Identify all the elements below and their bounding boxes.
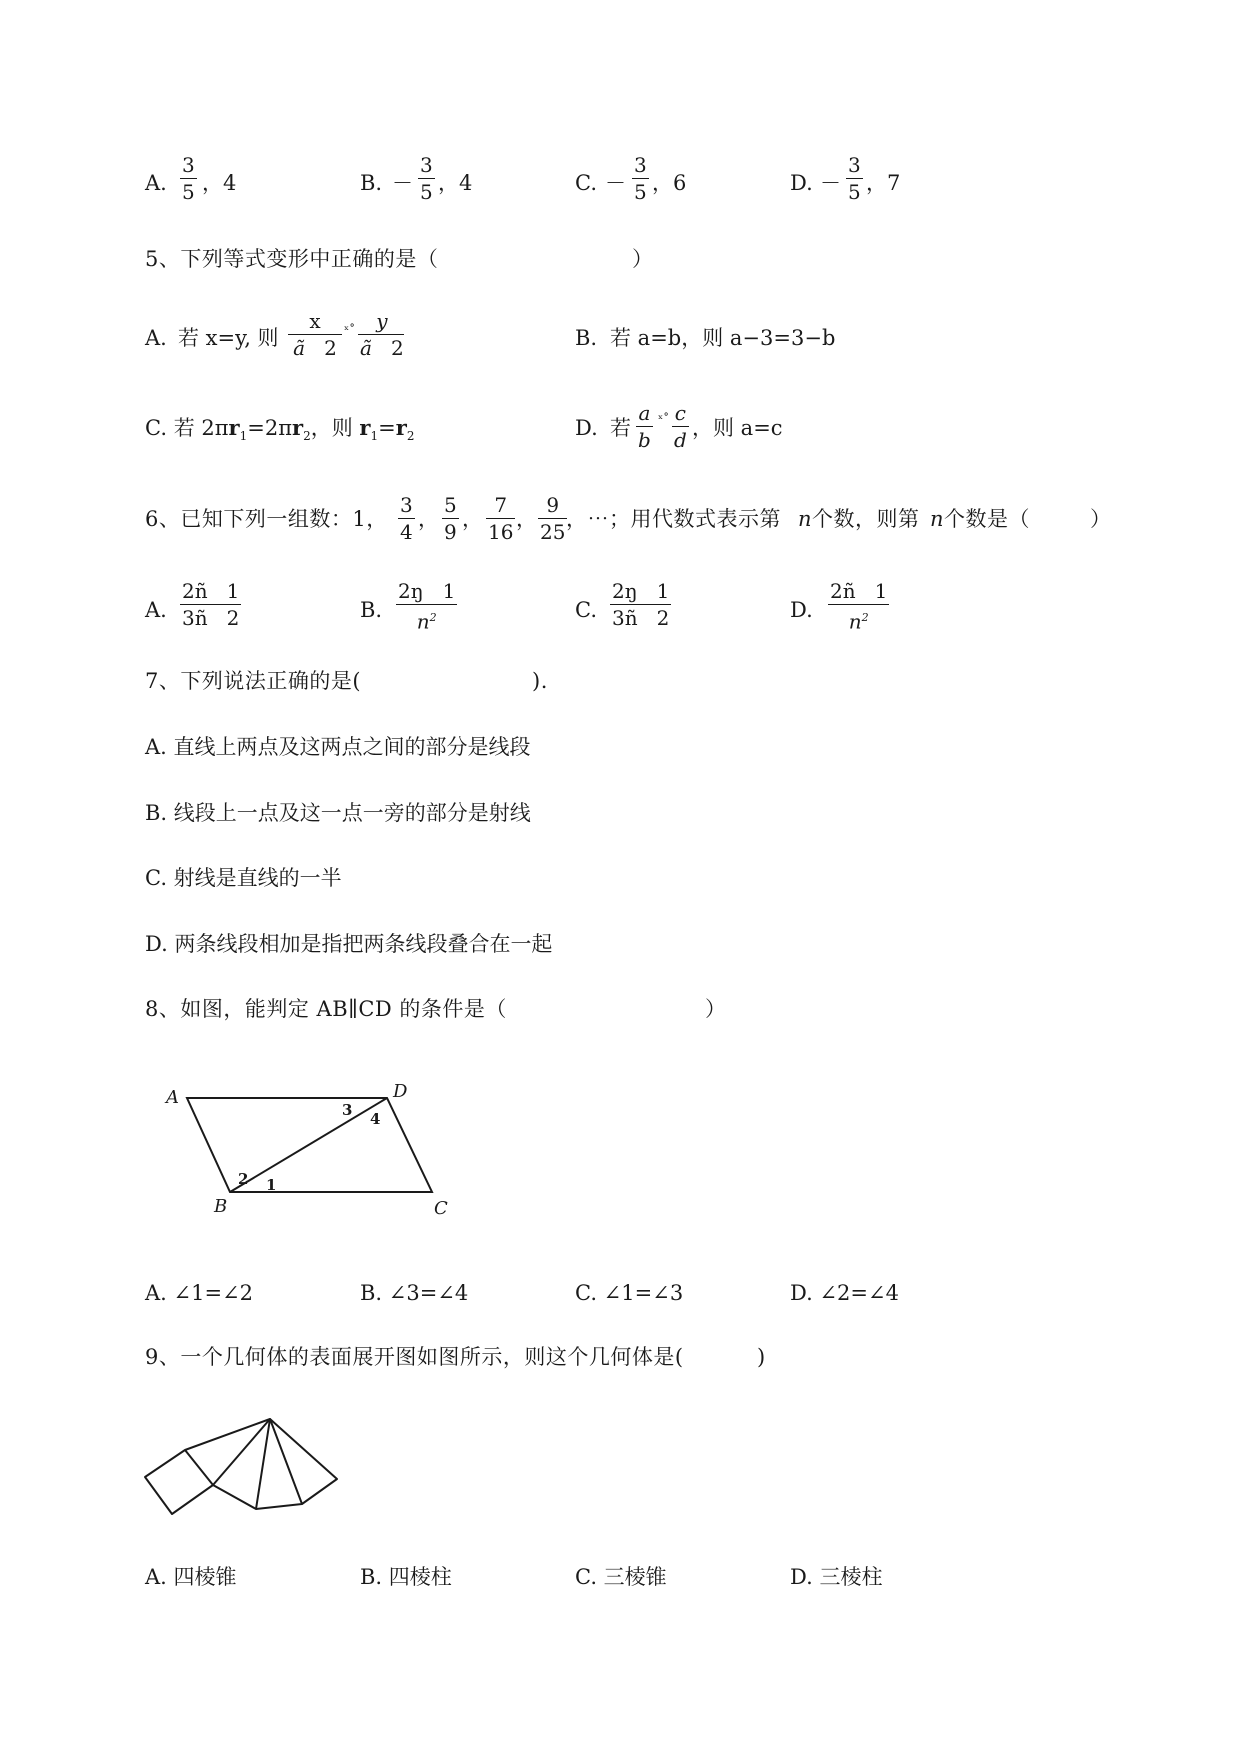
q5-d-fraction-2 bbox=[672, 402, 689, 451]
vertex-b-label: B bbox=[214, 1196, 228, 1217]
q5-c-sub2: 2 bbox=[303, 429, 311, 444]
parallelogram-figure bbox=[150, 1065, 470, 1225]
q4-option-d-fraction bbox=[846, 154, 863, 203]
q5-a-fraction-2 bbox=[358, 310, 406, 359]
q6-c-num: 2ŋ 1 bbox=[612, 579, 670, 603]
q4-c-numerator: 3 bbox=[634, 153, 647, 177]
q8-option-a: A. ∠1=∠2 bbox=[145, 1281, 254, 1305]
q4-a-denominator: 5 bbox=[182, 180, 195, 205]
q5-c-r4: r bbox=[395, 415, 407, 440]
q6-tail3: 个数是（ bbox=[944, 507, 1030, 531]
q4-option-c-suffix: ，6 bbox=[652, 171, 687, 195]
q7-close-paren: ). bbox=[532, 669, 548, 693]
q6-seq-3 bbox=[486, 494, 515, 543]
q5-d-d2: d bbox=[674, 428, 687, 453]
q6-option-a-fraction bbox=[180, 580, 241, 629]
vertex-a-label: A bbox=[166, 1087, 179, 1108]
q6-stem: 6、已知下列一组数：1， bbox=[145, 507, 388, 531]
q6-close-paren: ） bbox=[1090, 507, 1112, 531]
q6-b-num: 2ŋ 1 bbox=[398, 579, 456, 603]
q4-option-c-label: C. bbox=[575, 171, 597, 195]
net-triangle-4 bbox=[270, 1419, 337, 1504]
q6-c-den: 3ñ 2 bbox=[612, 606, 670, 631]
q6-d-den: n bbox=[848, 609, 862, 634]
q5-d-mark: ˣ˚ bbox=[658, 412, 670, 426]
q8-stem: 8、如图，能判定 AB∥CD 的条件是（ bbox=[145, 997, 507, 1021]
q5-option-b-label: B. bbox=[575, 326, 598, 350]
q5-stem: 5、下列等式变形中正确的是（ bbox=[145, 247, 439, 271]
q5-a-n1: x bbox=[309, 309, 321, 333]
q9-option-c: C. 三棱锥 bbox=[575, 1565, 667, 1589]
q4-option-c-sign: － bbox=[605, 171, 626, 195]
q4-option-d-label: D. bbox=[790, 171, 813, 195]
q4-b-numerator: 3 bbox=[420, 153, 433, 177]
q7-option-a: A. 直线上两点及这两点之间的部分是线段 bbox=[145, 735, 531, 759]
q4-option-b-sign: － bbox=[392, 171, 413, 195]
q6-sep-1: ， bbox=[418, 507, 440, 531]
q4-option-b-fraction bbox=[418, 154, 435, 203]
q6-option-d-label: D. bbox=[790, 598, 813, 622]
q5-a-d2b: 2 bbox=[391, 336, 404, 361]
q6-sep-3: ， bbox=[516, 507, 538, 531]
q5-c-mid: =2π bbox=[247, 416, 293, 440]
q6-n-1: n bbox=[798, 507, 813, 531]
q5-a-n2: y bbox=[376, 309, 388, 333]
q9-stem: 9、一个几何体的表面展开图如图所示，则这个几何体是( bbox=[145, 1345, 684, 1369]
q6-seq-2-den: 9 bbox=[444, 520, 457, 545]
vertex-c-label: C bbox=[434, 1198, 448, 1219]
angle-3-label: 3 bbox=[342, 1101, 353, 1119]
q4-d-denominator: 5 bbox=[848, 180, 861, 205]
q5-option-d-post: ，则 a=c bbox=[692, 416, 783, 440]
q6-option-b-label: B. bbox=[360, 598, 383, 622]
q6-seq-2 bbox=[442, 494, 459, 543]
q7-stem: 7、下列说法正确的是( bbox=[145, 669, 362, 693]
q4-c-denominator: 5 bbox=[634, 180, 647, 205]
q5-c-sub4: 2 bbox=[406, 429, 415, 444]
q4-option-d-sign: － bbox=[820, 171, 841, 195]
q6-d-num: 2ñ 1 bbox=[830, 579, 888, 603]
q5-a-d2a: ã bbox=[360, 336, 372, 361]
q6-seq-4-num: 9 bbox=[546, 493, 560, 517]
q4-option-c-fraction bbox=[632, 154, 649, 203]
diagonal-bd bbox=[230, 1098, 387, 1192]
q7-option-d: D. 两条线段相加是指把两条线段叠合在一起 bbox=[145, 932, 553, 956]
q4-option-b-suffix: ，4 bbox=[438, 171, 473, 195]
q4-option-d-suffix: ，7 bbox=[866, 171, 901, 195]
q5-c-eq: = bbox=[378, 416, 396, 440]
q5-c-sub3: 1 bbox=[370, 429, 379, 444]
q6-d-sup: 2 bbox=[861, 611, 869, 625]
q6-seq-4 bbox=[538, 494, 567, 543]
q6-seq-1-num: 3 bbox=[400, 493, 413, 517]
q6-seq-1 bbox=[398, 494, 415, 543]
vertex-d-label: D bbox=[393, 1081, 408, 1102]
q5-c-r3: r bbox=[359, 415, 371, 440]
q9-option-b: B. 四棱柱 bbox=[360, 1565, 452, 1589]
q6-seq-3-den: 16 bbox=[488, 520, 514, 545]
q5-c-pre: 若 2π bbox=[173, 416, 229, 440]
net-square-face bbox=[145, 1450, 213, 1514]
q5-c-sub1: 1 bbox=[239, 429, 248, 444]
q5-a-d1b: 2 bbox=[324, 336, 337, 361]
q6-option-c-fraction bbox=[610, 580, 671, 629]
q5-option-a-label: A. bbox=[145, 326, 167, 350]
q6-tail: ，⋯；用代数式表示第 bbox=[566, 507, 781, 531]
q7-option-c: C. 射线是直线的一半 bbox=[145, 866, 342, 890]
q6-a-num: 2ñ 1 bbox=[182, 579, 240, 603]
q6-option-d-fraction bbox=[828, 580, 889, 633]
q6-option-a-label: A. bbox=[145, 598, 167, 622]
q9-option-d: D. 三棱柱 bbox=[790, 1565, 883, 1589]
q6-a-den: 3ñ 2 bbox=[182, 606, 240, 631]
q5-c-r2: r bbox=[292, 415, 304, 440]
q5-c-r1: r bbox=[228, 415, 240, 440]
pyramid-net-figure bbox=[140, 1410, 350, 1520]
q5-d-n1: a bbox=[638, 401, 651, 425]
q5-a-mark: ˣ˚ bbox=[344, 323, 356, 337]
q6-tail2: 个数，则第 bbox=[812, 507, 920, 531]
q7-option-b: B. 线段上一点及这一点一旁的部分是射线 bbox=[145, 801, 531, 825]
q9-close-paren: ) bbox=[757, 1345, 766, 1369]
q6-seq-4-den: 25 bbox=[540, 520, 566, 545]
q6-b-den: n bbox=[416, 609, 430, 634]
q9-option-a: A. 四棱锥 bbox=[145, 1565, 237, 1589]
q6-b-sup: 2 bbox=[429, 611, 437, 625]
q5-d-n2: c bbox=[674, 401, 686, 425]
q6-seq-2-num: 5 bbox=[444, 493, 457, 517]
q4-option-a-fraction bbox=[180, 154, 197, 203]
angle-2-label: 2 bbox=[238, 1170, 249, 1188]
q5-d-fraction-1 bbox=[636, 402, 653, 451]
q6-option-b-fraction bbox=[396, 580, 457, 633]
q5-option-d-pre: 若 bbox=[610, 416, 631, 440]
q4-b-denominator: 5 bbox=[420, 180, 433, 205]
q8-option-c: C. ∠1=∠3 bbox=[575, 1281, 684, 1305]
angle-1-label: 1 bbox=[266, 1176, 277, 1194]
net-triangle-2 bbox=[213, 1419, 270, 1509]
q5-a-d1a: ã bbox=[293, 336, 306, 361]
q4-option-b-label: B. bbox=[360, 171, 383, 195]
q5-option-a-text: 若 x=y, 则 bbox=[178, 326, 279, 350]
angle-4-label: 4 bbox=[370, 1110, 381, 1128]
q5-c-post: ，则 bbox=[310, 416, 360, 440]
q5-a-fraction-1 bbox=[288, 310, 342, 359]
q5-option-b-text: 若 a=b，则 a−3=3−b bbox=[610, 326, 836, 350]
q5-d-d1: b bbox=[638, 428, 651, 453]
q5-option-c-label: C. bbox=[145, 416, 167, 440]
q6-seq-1-den: 4 bbox=[400, 520, 413, 545]
q5-close-paren: ） bbox=[632, 247, 654, 271]
q5-option-c bbox=[145, 415, 414, 449]
q4-a-numerator: 3 bbox=[182, 153, 195, 177]
q4-d-numerator: 3 bbox=[848, 153, 861, 177]
q8-close-paren: ） bbox=[705, 997, 727, 1021]
q6-option-c-label: C. bbox=[575, 598, 597, 622]
q6-n-2: n bbox=[930, 507, 945, 531]
net-triangle-1 bbox=[185, 1419, 270, 1485]
q4-option-a-suffix: ，4 bbox=[202, 171, 237, 195]
q8-option-d: D. ∠2=∠4 bbox=[790, 1281, 899, 1305]
q8-option-b: B. ∠3=∠4 bbox=[360, 1281, 469, 1305]
q4-option-a-label: A. bbox=[145, 171, 167, 195]
q5-option-d-label: D. bbox=[575, 416, 598, 440]
q6-seq-3-num: 7 bbox=[494, 493, 508, 517]
q6-sep-2: ， bbox=[462, 507, 484, 531]
